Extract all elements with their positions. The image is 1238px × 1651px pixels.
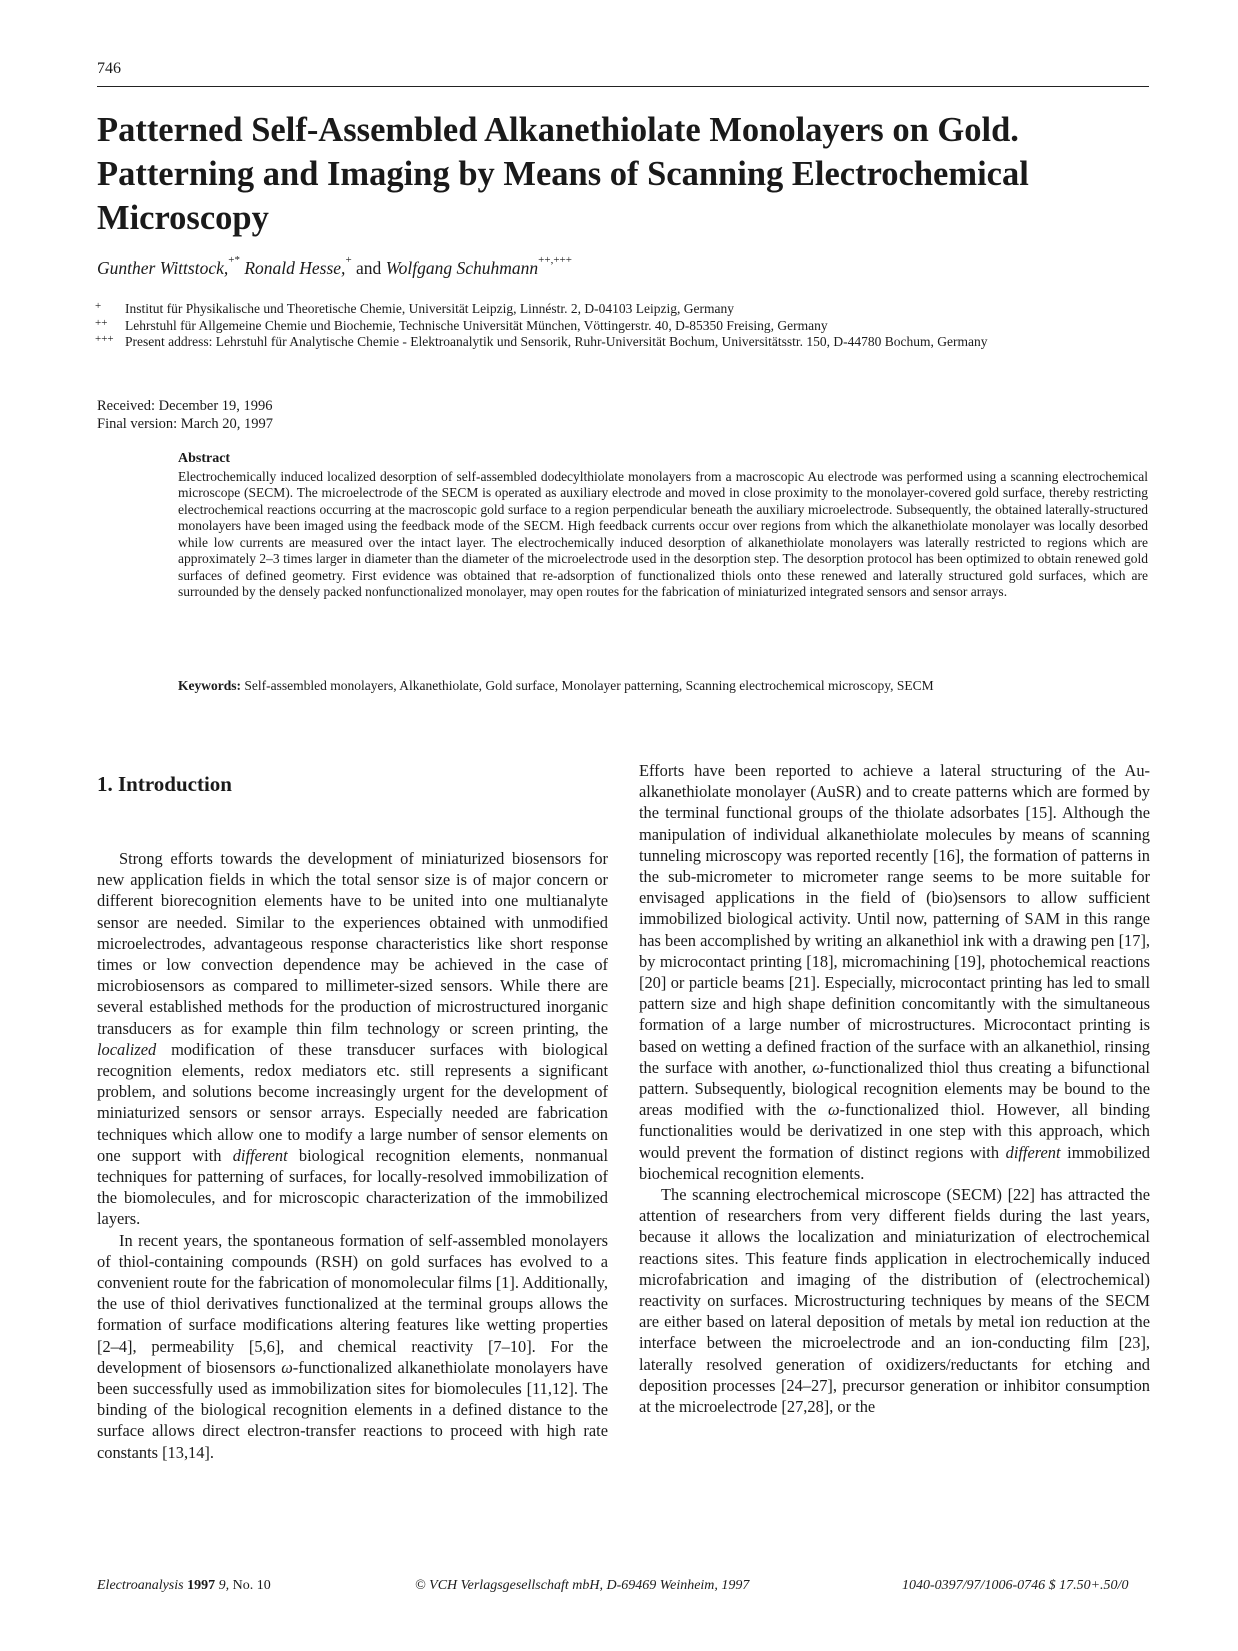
author-2: Ronald Hesse, xyxy=(244,258,346,278)
header-rule xyxy=(97,86,1149,87)
author-3-mark: ++,+++ xyxy=(538,254,572,266)
affiliation-2 xyxy=(95,318,1155,335)
text-run: In recent years, the spontaneous formation of self-assembled monolayers of thiol-containing compounds (RSH) on gold surfaces has evolved to a convenient route for the fabrication of monomolecular films [1]. Additionally, the use of thiol derivatives functionalized at the terminal groups allows the formation of surface modifications altering features like wetting properties [2–4], permeability [5,6], and chemical reactivity [7–10]. For the development of biosensors xyxy=(97,1230,608,1377)
abstract-heading: Abstract xyxy=(178,451,231,466)
affiliation-text: Present address: Lehrstuhl für Analytische Chemie - Elektroanalytik und Sensorik, Ruhr-Universität Bochum, Universitätsstr. 150, D-44780 Bochum, Germany xyxy=(125,334,988,349)
abstract xyxy=(178,451,1148,601)
text-run: Strong efforts towards the development of miniaturized biosensors for new application fields in which the total sensor size is of major concern or different biorecognition elements have to be united into one multianalyte sensor are needed. Similar to the experiences obtained with unmodified microelectrodes, advantageous response characteristics like short response times or low convection dependence may be achieved in the case of microbiosensors as compared to millimeter-sized sensors. While there are several established methods for the production of microstructured inorganic transducers as for example thin film technology or screen printing, the xyxy=(97,849,608,1038)
author-2-mark: + xyxy=(345,254,352,266)
author-conjunction: and xyxy=(356,258,382,278)
text-run: -functionalized thiol. However, all binding functionalities would be derivatized in one step with this approach, which would prevent the formation of distinct regions with xyxy=(639,1100,1150,1162)
keywords-label: Keywords: xyxy=(178,678,241,693)
right-column xyxy=(639,760,1150,1417)
author-1-mark: +* xyxy=(228,254,240,266)
affiliation-text: Lehrstuhl für Allgemeine Chemie und Biochemie, Technische Universität München, Vöttingerstr. 40, D-85350 Freising, Germany xyxy=(125,317,828,333)
article-title: Patterned Self-Assembled Alkanethiolate Monolayers on Gold. Patterning and Imaging by Means of Scanning Electrochemical Microscopy xyxy=(97,111,1029,237)
affiliation-mark: +++ xyxy=(95,333,114,345)
author-1: Gunther Wittstock, xyxy=(97,258,229,278)
journal-volume: 9, xyxy=(218,1578,230,1593)
text-run: immobilized biochemical recognition elements. xyxy=(639,1142,1150,1183)
emphasis: different xyxy=(232,1145,288,1165)
journal-year: 1997 xyxy=(187,1578,216,1593)
affiliations xyxy=(95,301,1155,351)
greek-symbol: ω xyxy=(812,1057,824,1077)
section-heading: 1. Introduction xyxy=(97,772,232,796)
journal-name: Electroanalysis xyxy=(97,1578,184,1593)
affiliation-1 xyxy=(95,301,1155,318)
page-number: 746 xyxy=(97,60,121,77)
text-run: Efforts have been reported to achieve a lateral structuring of the Au-alkanethiolate monolayer (AuSR) and to create patterns which are formed by the terminal functional groups of the thiolate adsorbates [15]. Although the manipulation of individual alkanethiolate molecules by means of scanning tunneling microscopy was reported recently [16], the formation of patterns in the sub-micrometer to micrometer range seems to be more suitable for envisaged applications in the field of (bio)sensors to allow sufficient immobilized biological activity. Until now, patterning of SAM in this range has been accomplished by writing an alkanethiol ink with a drawing pen [17], by microcontact printing [18], micromachining [19], photochemical reactions [20] or particle beams [21]. Especially, microcontact printing has led to small pattern size and high shape definition concomitantly with the simultaneous formation of a large number of microstructures. Microcontact printing is based on wetting a defined fraction of the surface with an alkanethiol, rinsing the surface with another, xyxy=(639,761,1150,1077)
greek-symbol: ω xyxy=(828,1100,840,1120)
keywords xyxy=(178,678,1158,694)
text-run: modification of these transducer surfaces with biological recognition elements, redox mediators etc. still represents a significant problem, and solutions become increasingly urgent for the development of miniaturized sensors or sensor arrays. Especially needed are fabrication techniques which allow one to modify a large number of sensor elements on one support with xyxy=(97,1039,608,1165)
affiliation-text: Institut für Physikalische und Theoretische Chemie, Universität Leipzig, Linnéstr. 2, D-04103 Leipzig, Germany xyxy=(125,301,734,316)
journal-issue: No. 10 xyxy=(232,1578,271,1593)
footer-copyright: © VCH Verlagsgesellschaft mbH, D-69469 Weinheim, 1997 xyxy=(415,1578,750,1593)
text-run: biological recognition elements, nonmanual techniques for patterning of surfaces, for locally-resolved immobilization of the biomolecules, and for microscopic characterization of the immobilized layers. xyxy=(97,1145,608,1229)
paragraph xyxy=(97,1230,608,1463)
author-list xyxy=(97,254,572,279)
paragraph xyxy=(97,848,608,1230)
affiliation-mark: ++ xyxy=(95,316,108,329)
emphasis: different xyxy=(1005,1142,1061,1162)
keywords-text: Self-assembled monolayers, Alkanethiolate, Gold surface, Monolayer patterning, Scanning electrochemical microscopy, SECM xyxy=(244,678,934,693)
affiliation-mark: + xyxy=(95,300,102,312)
text-run: -functionalized alkanethiolate monolayers have been successfully used as immobilization sites for biomolecules [11,12]. The binding of the biological recognition elements in a defined distance to the surface allows direct electron-transfer reactions to proceed with high rate constants [13,14]. xyxy=(97,1357,608,1462)
paragraph xyxy=(639,760,1150,1184)
affiliation-3 xyxy=(95,334,1155,351)
paragraph: The scanning electrochemical microscope (SECM) [22] has attracted the attention of researchers from very different fields during the last years, because it allows the localization and miniaturization of electrochemical reactions sites. This feature finds application in electrochemically induced microfabrication and imaging of the distribution of (electrochemical) reactivity on surfaces. Microstructuring techniques by means of the SECM are either based on lateral deposition of metals by metal ion reduction at the interface between the microelectrode and an ion-conducting film [23], laterally resolved generation of oxidizers/reductants for etching and deposition processes [24–27], precursor generation or inhibitor consumption at the microelectrode [27,28], or the xyxy=(639,1185,1150,1417)
footer-citation xyxy=(97,1578,271,1594)
author-3: Wolfgang Schuhmann xyxy=(385,258,539,278)
emphasis: localized xyxy=(97,1039,157,1059)
abstract-text: Electrochemically induced localized desorption of self-assembled dodecylthiolate monolayers from a macroscopic Au electrode was performed using a scanning electrochemical microscope (SECM). The microelectrode of the SECM is operated as auxiliary electrode and moved in close proximity to the monolayer-covered gold surface, thereby restricting electrochemical reactions occurring at the macroscopic gold surface to a region perpendicular beneath the auxiliary microelectrode. Subsequently, the obtained laterally-structured monolayers have been imaged using the feedback mode of the SECM. High feedback currents occur over regions from which the alkanethiolate monolayer was locally desorbed while low currents are measured over the intact layer. The electrochemically induced desorption of alkanethiolate monolayers was laterally restricted to regions which are approximately 2–3 times larger in diameter than the diameter of the microelectrode used in the desorption step. The desorption protocol has been optimized to obtain renewed gold surfaces of defined geometry. First evidence was obtained that re-adsorption of functionalized thiols onto these renewed and laterally structured gold surfaces, which are surrounded by the densely packed nonfunctionalized monolayer, may open routes for the fabrication of miniaturized integrated sensors and sensor arrays. xyxy=(178,468,1148,599)
received-date: Received: December 19, 1996 xyxy=(97,398,273,414)
left-column xyxy=(97,848,608,1463)
footer-code: 1040-0397/97/1006-0746 $ 17.50+.50/0 xyxy=(902,1578,1129,1593)
greek-symbol: ω xyxy=(281,1357,293,1377)
article-dates xyxy=(97,398,273,433)
final-version-date: Final version: March 20, 1997 xyxy=(97,415,273,432)
text-run: -functionalized thiol thus creating a bifunctional pattern. Subsequently, biological recognition elements may be bound to the areas modified with the xyxy=(639,1057,1150,1120)
